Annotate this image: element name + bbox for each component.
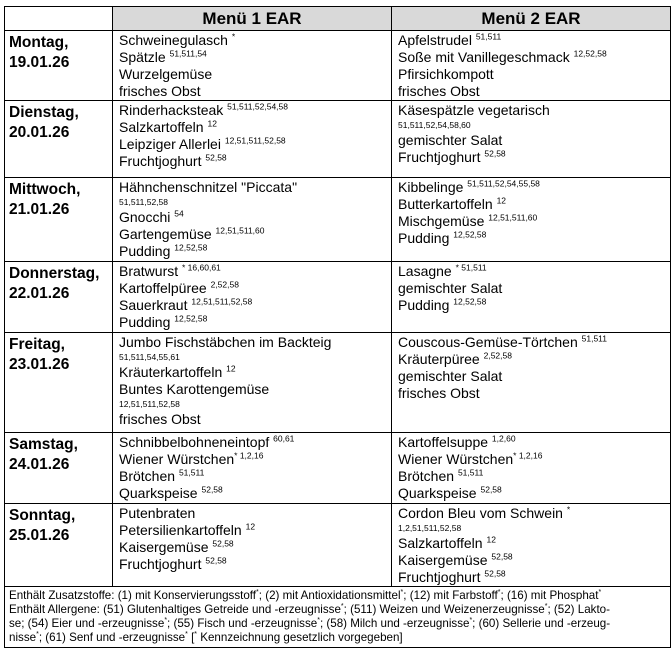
- dish-name: frisches Obst: [119, 83, 201, 99]
- allergen-codes-line: 51,511,52,54,58,60: [398, 120, 471, 130]
- footnote-text: Kennzeichnung gesetzlich vorgegeben]: [197, 631, 403, 644]
- dish-name: Käsespätzle vegetarisch: [398, 102, 550, 118]
- dish-name: Salzkartoffeln: [398, 535, 487, 551]
- dish-line: [119, 434, 387, 451]
- menu2-cell: [392, 31, 671, 101]
- dish-name: Mischgemüse: [398, 213, 489, 229]
- day-cell: [5, 433, 113, 504]
- allergen-codes: 12: [496, 195, 507, 206]
- allergen-codes: 12: [486, 534, 496, 545]
- dish-name: Gartengemüse: [119, 226, 216, 242]
- dish-line: [398, 102, 666, 119]
- dish-name: Pfirsichkompott: [398, 66, 494, 82]
- dish-line: [398, 552, 666, 569]
- allergen-codes: *: [231, 31, 236, 42]
- dish-line: [119, 505, 387, 522]
- dish-line: [398, 196, 666, 213]
- dish-name: Schnibbelbohneneintopf: [119, 434, 274, 450]
- day-row: [5, 433, 671, 504]
- dish-line: [119, 179, 387, 196]
- day-row: [5, 333, 671, 433]
- dish-line: [119, 451, 387, 468]
- dish-line: [398, 213, 666, 230]
- day-cell: [5, 504, 113, 587]
- dish-name: Kibbelinge: [398, 179, 468, 195]
- dish-line: [398, 32, 666, 49]
- menu1-cell: [113, 178, 392, 262]
- footnote-text: ; (511) Weizen und Weizenerzeugnisse: [343, 603, 545, 616]
- dish-line: [398, 351, 666, 368]
- dish-name: Lasagne: [398, 263, 456, 279]
- allergen-codes: 51,511: [457, 467, 484, 478]
- footnote: [5, 587, 671, 648]
- footnote-text: ; (12) mit Farbstoff: [403, 589, 498, 602]
- footnote-mark: *: [256, 589, 259, 597]
- dish-name: Buntes Karottengemüse: [119, 381, 270, 397]
- dish-name: Fruchtjoghurt: [119, 556, 206, 572]
- footnote-text: ; (61) Senf und -erzeugnisse: [38, 631, 186, 644]
- day-cell: [5, 31, 113, 101]
- day-date: 20.01.26: [9, 124, 70, 141]
- footnote-text: nisse: [9, 631, 37, 644]
- allergen-codes: 51,511,54: [169, 48, 207, 59]
- allergen-codes-line: 12,51,511,52,58: [119, 399, 180, 409]
- menu1-cell: [113, 101, 392, 178]
- footnote-mark: *: [185, 631, 188, 639]
- dish-name: Soße mit Vanillegeschmack: [398, 49, 574, 65]
- day-rows: [5, 31, 671, 587]
- footnote-mark: *: [544, 603, 548, 611]
- menu2-cell: [392, 504, 671, 587]
- dish-name: Kräuterpüree: [398, 351, 484, 367]
- allergen-codes: 52,58: [484, 568, 506, 579]
- dish-line: [119, 522, 387, 539]
- dish-line: [119, 102, 387, 119]
- allergen-codes: 52,58: [484, 148, 506, 159]
- footnote-mark: *: [497, 589, 501, 597]
- dish-name: frisches Obst: [398, 83, 480, 99]
- menu2-cell: [392, 101, 671, 178]
- day-row: [5, 504, 671, 587]
- menu1-cell: [113, 333, 392, 433]
- day-row: [5, 101, 671, 178]
- footnote-text: Enthält Allergene: (51) Glutenhaltiges Getreide und -erzeugnisse: [9, 603, 341, 616]
- allergen-codes: 2,52,58: [483, 350, 512, 361]
- allergen-codes: *: [566, 504, 571, 515]
- allergen-codes: * 1,2,16: [513, 450, 543, 461]
- allergen-codes-line: 51,511,54,55,61: [119, 352, 180, 362]
- footnote-mark: *: [194, 631, 198, 639]
- dish-name: Hähnchenschnitzel "Piccata": [119, 179, 298, 195]
- dish-line: [398, 297, 666, 314]
- dish-line: [119, 381, 387, 398]
- dish-line: [119, 485, 387, 502]
- footnote-text: ; (2) mit Antioxidationsmittel: [258, 589, 401, 602]
- footnote-mark: *: [340, 603, 344, 611]
- dish-line: [119, 243, 387, 260]
- day-name: Donnerstag,: [9, 265, 100, 282]
- dish-name: Salzkartoffeln: [119, 119, 208, 135]
- day-cell: [5, 262, 113, 333]
- dish-name: Apfelstrudel: [398, 32, 476, 48]
- allergen-codes: 1,2,60: [491, 433, 516, 444]
- dish-name: Fruchtjoghurt: [398, 149, 485, 165]
- dish-name: Wiener Würstchen: [119, 451, 235, 467]
- menu1-cell: [113, 433, 392, 504]
- allergen-codes: 12,52,58: [573, 48, 607, 59]
- dish-name: Putenbraten: [119, 505, 196, 521]
- dish-line: [398, 334, 666, 351]
- dish-line: [119, 411, 387, 428]
- dish-name: Quarkspeise: [398, 485, 481, 501]
- footnote-additives: [9, 589, 666, 603]
- day-name: Montag,: [9, 34, 69, 51]
- dish-line: [398, 149, 666, 166]
- day-name: Samstag,: [9, 436, 78, 453]
- dish-line: [398, 49, 666, 66]
- footnote-allergens: [9, 603, 666, 617]
- menu2-cell: [392, 333, 671, 433]
- dish-line: [398, 468, 666, 485]
- dish-line: [398, 434, 666, 451]
- dish-name: Kaisergemüse: [119, 539, 213, 555]
- dish-line: [398, 485, 666, 502]
- day-date: 25.01.26: [9, 527, 70, 544]
- footnote-mark: *: [469, 617, 473, 625]
- allergen-codes: * 51,511: [455, 262, 487, 273]
- dish-name: Spätzle: [119, 49, 170, 65]
- day-cell: [5, 178, 113, 262]
- dish-name: Fruchtjoghurt: [119, 153, 206, 169]
- dish-line: [119, 209, 387, 226]
- dish-name: Fruchtjoghurt: [398, 569, 485, 585]
- allergen-codes: 60,61: [273, 433, 295, 444]
- allergen-codes: 52,58: [480, 484, 502, 495]
- day-row: [5, 178, 671, 262]
- footnote-mark: *: [598, 589, 602, 597]
- dish-line: [398, 66, 666, 83]
- dish-line: [119, 49, 387, 66]
- day-name: Sonntag,: [9, 507, 76, 524]
- dish-name: Bratwurst: [119, 263, 183, 279]
- header-row: [5, 7, 671, 31]
- dish-name: Pudding: [398, 230, 454, 246]
- dish-line: [398, 385, 666, 402]
- day-date: 19.01.26: [9, 54, 70, 71]
- footnote-text: ; (16) mit Phosphat: [500, 589, 599, 602]
- dish-name: Kartoffelpüree: [119, 280, 211, 296]
- dish-line: [119, 468, 387, 485]
- dish-name: Brötchen: [398, 468, 458, 484]
- menu1-cell: [113, 504, 392, 587]
- dish-line: [119, 334, 387, 351]
- day-row: [5, 262, 671, 333]
- menu2-cell: [392, 178, 671, 262]
- dish-name: Wiener Würstchen: [398, 451, 514, 467]
- dish-line: [119, 66, 387, 83]
- allergen-codes: 52,58: [212, 538, 234, 549]
- allergen-codes: 54: [174, 208, 184, 219]
- footnote-allergens-end: [9, 631, 666, 645]
- menu1-header: Menü 1 EAR: [113, 7, 392, 31]
- allergen-codes: 52,58: [205, 152, 227, 163]
- dish-name: Jumbo Fischstäbchen im Backteig: [119, 334, 332, 350]
- menu1-cell: [113, 262, 392, 333]
- dish-line: [119, 119, 387, 136]
- dish-name: Brötchen: [119, 468, 179, 484]
- footnote-text: ; (60) Sellerie und -erzeug-: [472, 617, 611, 630]
- dish-line: [119, 364, 387, 381]
- dish-name: Petersilienkartoffeln: [119, 522, 246, 538]
- dish-line: [398, 569, 666, 586]
- allergen-codes: 12,52,58: [174, 242, 208, 253]
- footnote-allergens-cont: [9, 617, 666, 631]
- dish-name: Couscous-Gemüse-Törtchen: [398, 334, 582, 350]
- dish-line: [119, 226, 387, 243]
- footnote-text: Enthält Zusatzstoffe: (1) mit Konservierungsstoff: [9, 589, 257, 602]
- footnote-text: ; (55) Fisch und -erzeugnisse: [167, 617, 318, 630]
- allergen-codes: 12,52,58: [453, 229, 487, 240]
- footnote-text: ; (58) Milch und -erzeugnisse: [319, 617, 470, 630]
- dish-line: [398, 179, 666, 196]
- menu1-cell: [113, 31, 392, 101]
- allergen-codes: 51,511,52,54,58: [227, 101, 288, 112]
- allergen-codes: 51,511: [475, 31, 502, 42]
- day-cell: [5, 333, 113, 433]
- allergen-codes: 51,511: [581, 333, 608, 344]
- dish-name: Leipziger Allerlei: [119, 136, 225, 152]
- allergen-codes: 12: [245, 521, 256, 532]
- allergen-codes: 12,51,511,60: [215, 225, 265, 236]
- dish-name: Butterkartoffeln: [398, 196, 497, 212]
- dish-name: Kräuterkartoffeln: [119, 364, 227, 380]
- allergen-codes: 52,58: [205, 555, 227, 566]
- dish-name: Pudding: [119, 243, 175, 259]
- dish-line: [119, 153, 387, 170]
- dish-line: [119, 83, 387, 100]
- dish-name: frisches Obst: [398, 385, 480, 401]
- dish-line: [398, 263, 666, 280]
- allergen-codes: 12,51,511,52,58: [191, 296, 253, 307]
- dish-line: [398, 368, 666, 385]
- dish-line: [119, 314, 387, 331]
- day-cell: [5, 101, 113, 178]
- dish-name: Wurzelgemüse: [119, 66, 213, 82]
- footnote-mark: *: [400, 589, 404, 597]
- allergen-codes: 12,52,58: [453, 296, 487, 307]
- dish-name: Cordon Bleu vom Schwein: [398, 505, 567, 521]
- dish-name: gemischter Salat: [398, 280, 503, 296]
- footer-row: [5, 587, 671, 648]
- dish-line: [398, 280, 666, 297]
- dish-line: [119, 539, 387, 556]
- allergen-codes: 12: [207, 118, 217, 129]
- menu2-header: Menü 2 EAR: [392, 7, 671, 31]
- allergen-codes: 12: [226, 363, 236, 374]
- dish-name: Quarkspeise: [119, 485, 202, 501]
- dish-name: Kartoffelsuppe: [398, 434, 492, 450]
- allergen-codes-line: 51,511,52,58: [119, 197, 168, 207]
- footnote-mark: *: [164, 617, 168, 625]
- allergen-codes: 12,52,58: [174, 313, 208, 324]
- day-date: 21.01.26: [9, 201, 70, 218]
- dish-line: [119, 136, 387, 153]
- menu2-cell: [392, 433, 671, 504]
- dish-line: [119, 263, 387, 280]
- dish-name: Pudding: [398, 297, 454, 313]
- footnote-text: ; (52) Lakto-: [547, 603, 610, 616]
- allergen-codes: 52,58: [201, 484, 223, 495]
- day-date: 24.01.26: [9, 456, 70, 473]
- dish-line: [119, 297, 387, 314]
- allergen-codes: 2,52,58: [210, 279, 239, 290]
- footnote-text: [: [187, 631, 195, 644]
- dish-line: [119, 32, 387, 49]
- dish-line: [398, 451, 666, 468]
- header-blank: [5, 7, 113, 31]
- footnote-mark: *: [317, 617, 320, 625]
- dish-name: Rinderhacksteak: [119, 102, 228, 118]
- dish-line: [398, 505, 666, 522]
- dish-name: Schweinegulasch: [119, 32, 232, 48]
- dish-line: [119, 556, 387, 573]
- dish-name: Kaisergemüse: [398, 552, 492, 568]
- dish-name: Pudding: [119, 314, 175, 330]
- day-date: 23.01.26: [9, 356, 70, 373]
- dish-name: Gnocchi: [119, 209, 175, 225]
- dish-name: gemischter Salat: [398, 368, 503, 384]
- allergen-codes: 12,51,511,52,58: [224, 135, 286, 146]
- day-name: Dienstag,: [9, 104, 79, 121]
- dish-line: [119, 280, 387, 297]
- dish-line: [398, 230, 666, 247]
- day-date: 22.01.26: [9, 285, 70, 302]
- day-row: [5, 31, 671, 101]
- menu2-cell: [392, 262, 671, 333]
- dish-line: [398, 535, 666, 552]
- allergen-codes: 51,511,52,54,55,58: [467, 178, 540, 189]
- dish-name: Sauerkraut: [119, 297, 192, 313]
- menu-table: [4, 6, 671, 648]
- day-name: Mittwoch,: [9, 181, 81, 198]
- dish-name: gemischter Salat: [398, 132, 503, 148]
- footnote-mark: *: [36, 631, 39, 639]
- dish-line: [398, 83, 666, 100]
- footnote-text: se; (54) Eier und -erzeugnisse: [9, 617, 165, 630]
- allergen-codes: * 1,2,16: [234, 450, 264, 461]
- allergen-codes: 51,511: [178, 467, 205, 478]
- allergen-codes: 12,51,511,60: [488, 212, 538, 223]
- dish-name: frisches Obst: [119, 411, 201, 427]
- allergen-codes: 52,58: [491, 551, 513, 562]
- allergen-codes-line: 1,2,51,511,52,58: [398, 523, 462, 533]
- allergen-codes: * 16,60,61: [182, 262, 221, 273]
- day-name: Freitag,: [9, 336, 65, 353]
- dish-line: [398, 132, 666, 149]
